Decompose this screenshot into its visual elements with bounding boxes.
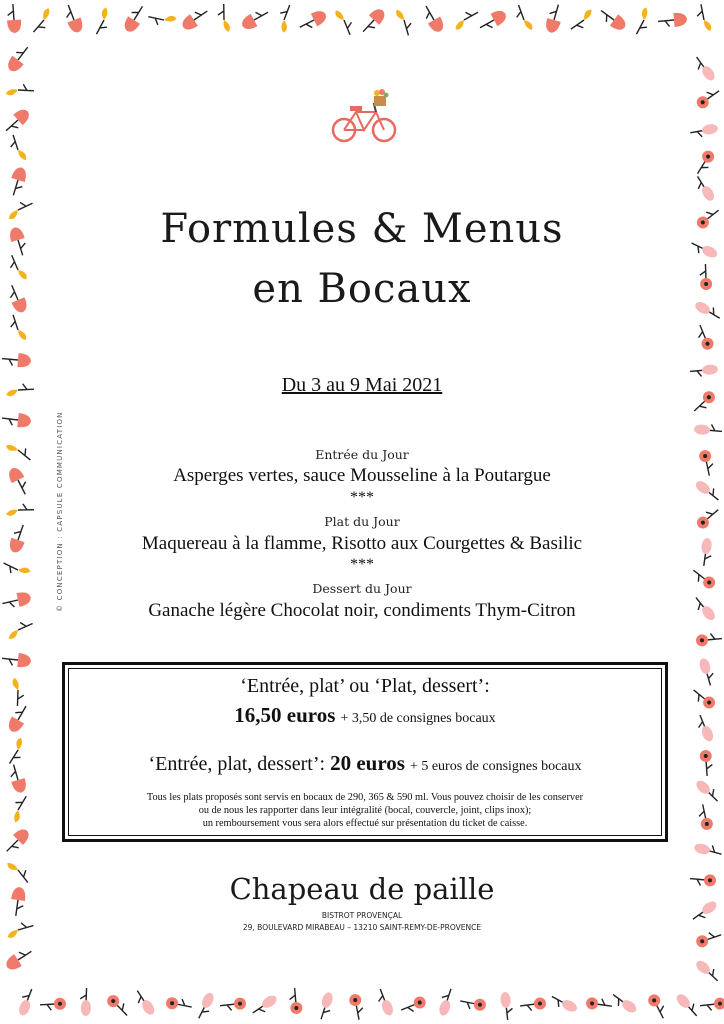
flower-motif bbox=[544, 3, 565, 35]
flower-motif bbox=[7, 166, 29, 198]
flower-motif bbox=[695, 3, 712, 33]
flower-motif bbox=[694, 777, 722, 804]
flower-motif bbox=[674, 991, 701, 1019]
jar-policy-note bbox=[65, 791, 665, 830]
flower-motif bbox=[585, 997, 612, 1013]
formula1-price: 16,50 euros bbox=[234, 703, 336, 727]
flower-motif bbox=[219, 997, 246, 1012]
flower-motif bbox=[420, 3, 447, 35]
flower-motif bbox=[147, 11, 177, 28]
flower-motif bbox=[513, 3, 534, 33]
flower-motif bbox=[289, 988, 303, 1015]
flower-motif bbox=[694, 423, 723, 436]
flower-motif bbox=[7, 133, 27, 163]
flower-motif bbox=[689, 123, 718, 139]
flower-motif bbox=[519, 997, 546, 1012]
flower-motif bbox=[6, 4, 22, 34]
note-line: ou de nous les rapporter dans leur intégralité (bocal, couvercle, joint, clips inox); bbox=[198, 805, 532, 816]
flower-motif bbox=[348, 993, 365, 1021]
flower-motif bbox=[6, 83, 35, 96]
flower-motif bbox=[250, 993, 279, 1018]
flower-motif bbox=[7, 793, 32, 823]
flower-motif bbox=[1, 411, 31, 428]
flower-motif bbox=[646, 992, 668, 1021]
flower-motif bbox=[7, 313, 27, 343]
formula1-price-line bbox=[65, 703, 665, 728]
flower-motif bbox=[698, 657, 716, 687]
dish-starter: Asperges vertes, sauce Mousseline à la Poutargue bbox=[173, 465, 551, 486]
formula1-label: ‘Entrée, plat’ ou ‘Plat, dessert’: bbox=[240, 675, 490, 697]
flower-motif bbox=[1, 651, 31, 668]
flower-motif bbox=[697, 803, 714, 831]
flower-motif bbox=[1, 352, 31, 368]
page-title-line2: en Bocaux bbox=[252, 266, 472, 312]
flower-motif bbox=[218, 4, 230, 32]
formula1-deposit: + 3,50 de consignes bocaux bbox=[340, 711, 496, 726]
course-separator: *** bbox=[350, 489, 374, 506]
flower-motif bbox=[80, 988, 92, 1016]
flower-motif bbox=[693, 841, 723, 859]
design-credit: © CONCEPTION : CAPSULE COMMUNICATION bbox=[56, 411, 64, 612]
flower-motif bbox=[121, 3, 148, 35]
bicycle-with-basket-icon bbox=[330, 88, 398, 144]
flower-motif bbox=[239, 6, 271, 32]
course-label-dessert: Dessert du Jour bbox=[312, 581, 412, 596]
flower-motif bbox=[179, 5, 211, 33]
flower-motif bbox=[105, 993, 132, 1020]
restaurant-name: Chapeau de paille bbox=[229, 872, 495, 906]
flower-motif bbox=[568, 8, 598, 34]
restaurant-tagline: BISTROT PROVENÇAL bbox=[321, 911, 403, 920]
flower-motif bbox=[694, 86, 722, 111]
flower-motif bbox=[451, 7, 481, 31]
flower-motif bbox=[7, 763, 28, 795]
flower-motif bbox=[694, 713, 715, 743]
flower-motif bbox=[334, 7, 355, 37]
note-line: Tous les plats proposés sont servis en bocaux de 290, 365 & 590 ml. Vous pouvez choisir de les conserver bbox=[146, 792, 584, 803]
flower-motif bbox=[610, 991, 639, 1016]
flower-motif bbox=[549, 992, 579, 1015]
flower-motif bbox=[657, 12, 687, 28]
flower-motif bbox=[3, 945, 35, 973]
formula2-deposit: + 5 euros de consignes bocaux bbox=[409, 759, 582, 774]
page-title-line1: Formules & Menus bbox=[160, 206, 564, 252]
formula2-line bbox=[65, 751, 665, 776]
flower-motif bbox=[29, 7, 56, 36]
flower-motif bbox=[699, 997, 724, 1012]
flower-motif bbox=[695, 929, 723, 949]
flower-motif bbox=[62, 3, 85, 35]
flower-motif bbox=[194, 991, 217, 1021]
flower-motif bbox=[477, 8, 509, 34]
flower-motif bbox=[694, 957, 722, 984]
formula2-price: 20 euros bbox=[330, 751, 405, 775]
flower-motif bbox=[2, 826, 32, 856]
note-line: un remboursement vous sera alors effectué sur présentation du ticket de caisse. bbox=[202, 818, 528, 829]
flower-motif bbox=[375, 987, 395, 1017]
flower-motif bbox=[165, 996, 193, 1013]
flower-motif bbox=[5, 43, 34, 75]
flower-motif bbox=[1, 106, 32, 136]
flower-motif bbox=[91, 7, 115, 37]
flower-motif bbox=[692, 174, 716, 204]
flower-motif bbox=[692, 148, 716, 176]
flower-motif bbox=[16, 987, 36, 1017]
course-label-starter: Entrée du Jour bbox=[315, 447, 409, 462]
pricing-box bbox=[62, 662, 668, 842]
flower-motif bbox=[631, 7, 655, 37]
flower-motif bbox=[40, 997, 67, 1010]
flower-motif bbox=[5, 737, 30, 767]
flower-motif bbox=[696, 633, 723, 647]
flower-motif bbox=[597, 5, 629, 33]
flower-motif bbox=[5, 703, 32, 735]
flower-motif bbox=[12, 678, 25, 706]
restaurant-address: 29, BOULEVARD MIRABEAU – 13210 SAINT-REMY-DE-PROVENCE bbox=[242, 923, 482, 932]
flower-motif bbox=[459, 995, 487, 1012]
flower-motif bbox=[437, 987, 456, 1017]
flower-motif bbox=[690, 685, 718, 711]
flower-motif bbox=[395, 7, 414, 37]
flower-motif bbox=[399, 995, 428, 1016]
date-range: Du 3 au 9 Mai 2021 bbox=[281, 374, 443, 396]
course-separator: *** bbox=[350, 556, 374, 573]
flower-motif bbox=[358, 6, 388, 37]
flower-motif bbox=[694, 323, 715, 352]
dish-main: Maquereau à la flamme, Risotto aux Courgettes & Basilic bbox=[141, 533, 583, 554]
flower-motif bbox=[500, 991, 514, 1020]
flower-motif bbox=[297, 8, 329, 34]
flower-motif bbox=[699, 750, 713, 777]
flower-motif bbox=[316, 991, 335, 1021]
flower-motif bbox=[274, 3, 295, 33]
flower-motif bbox=[692, 54, 717, 83]
dish-dessert: Ganache légère Chocolat noir, condiments Thym-Citron bbox=[148, 600, 576, 621]
flower-motif bbox=[132, 988, 156, 1017]
formula2-label: ‘Entrée, plat, dessert’: bbox=[148, 753, 326, 775]
course-label-main: Plat du Jour bbox=[324, 514, 400, 529]
